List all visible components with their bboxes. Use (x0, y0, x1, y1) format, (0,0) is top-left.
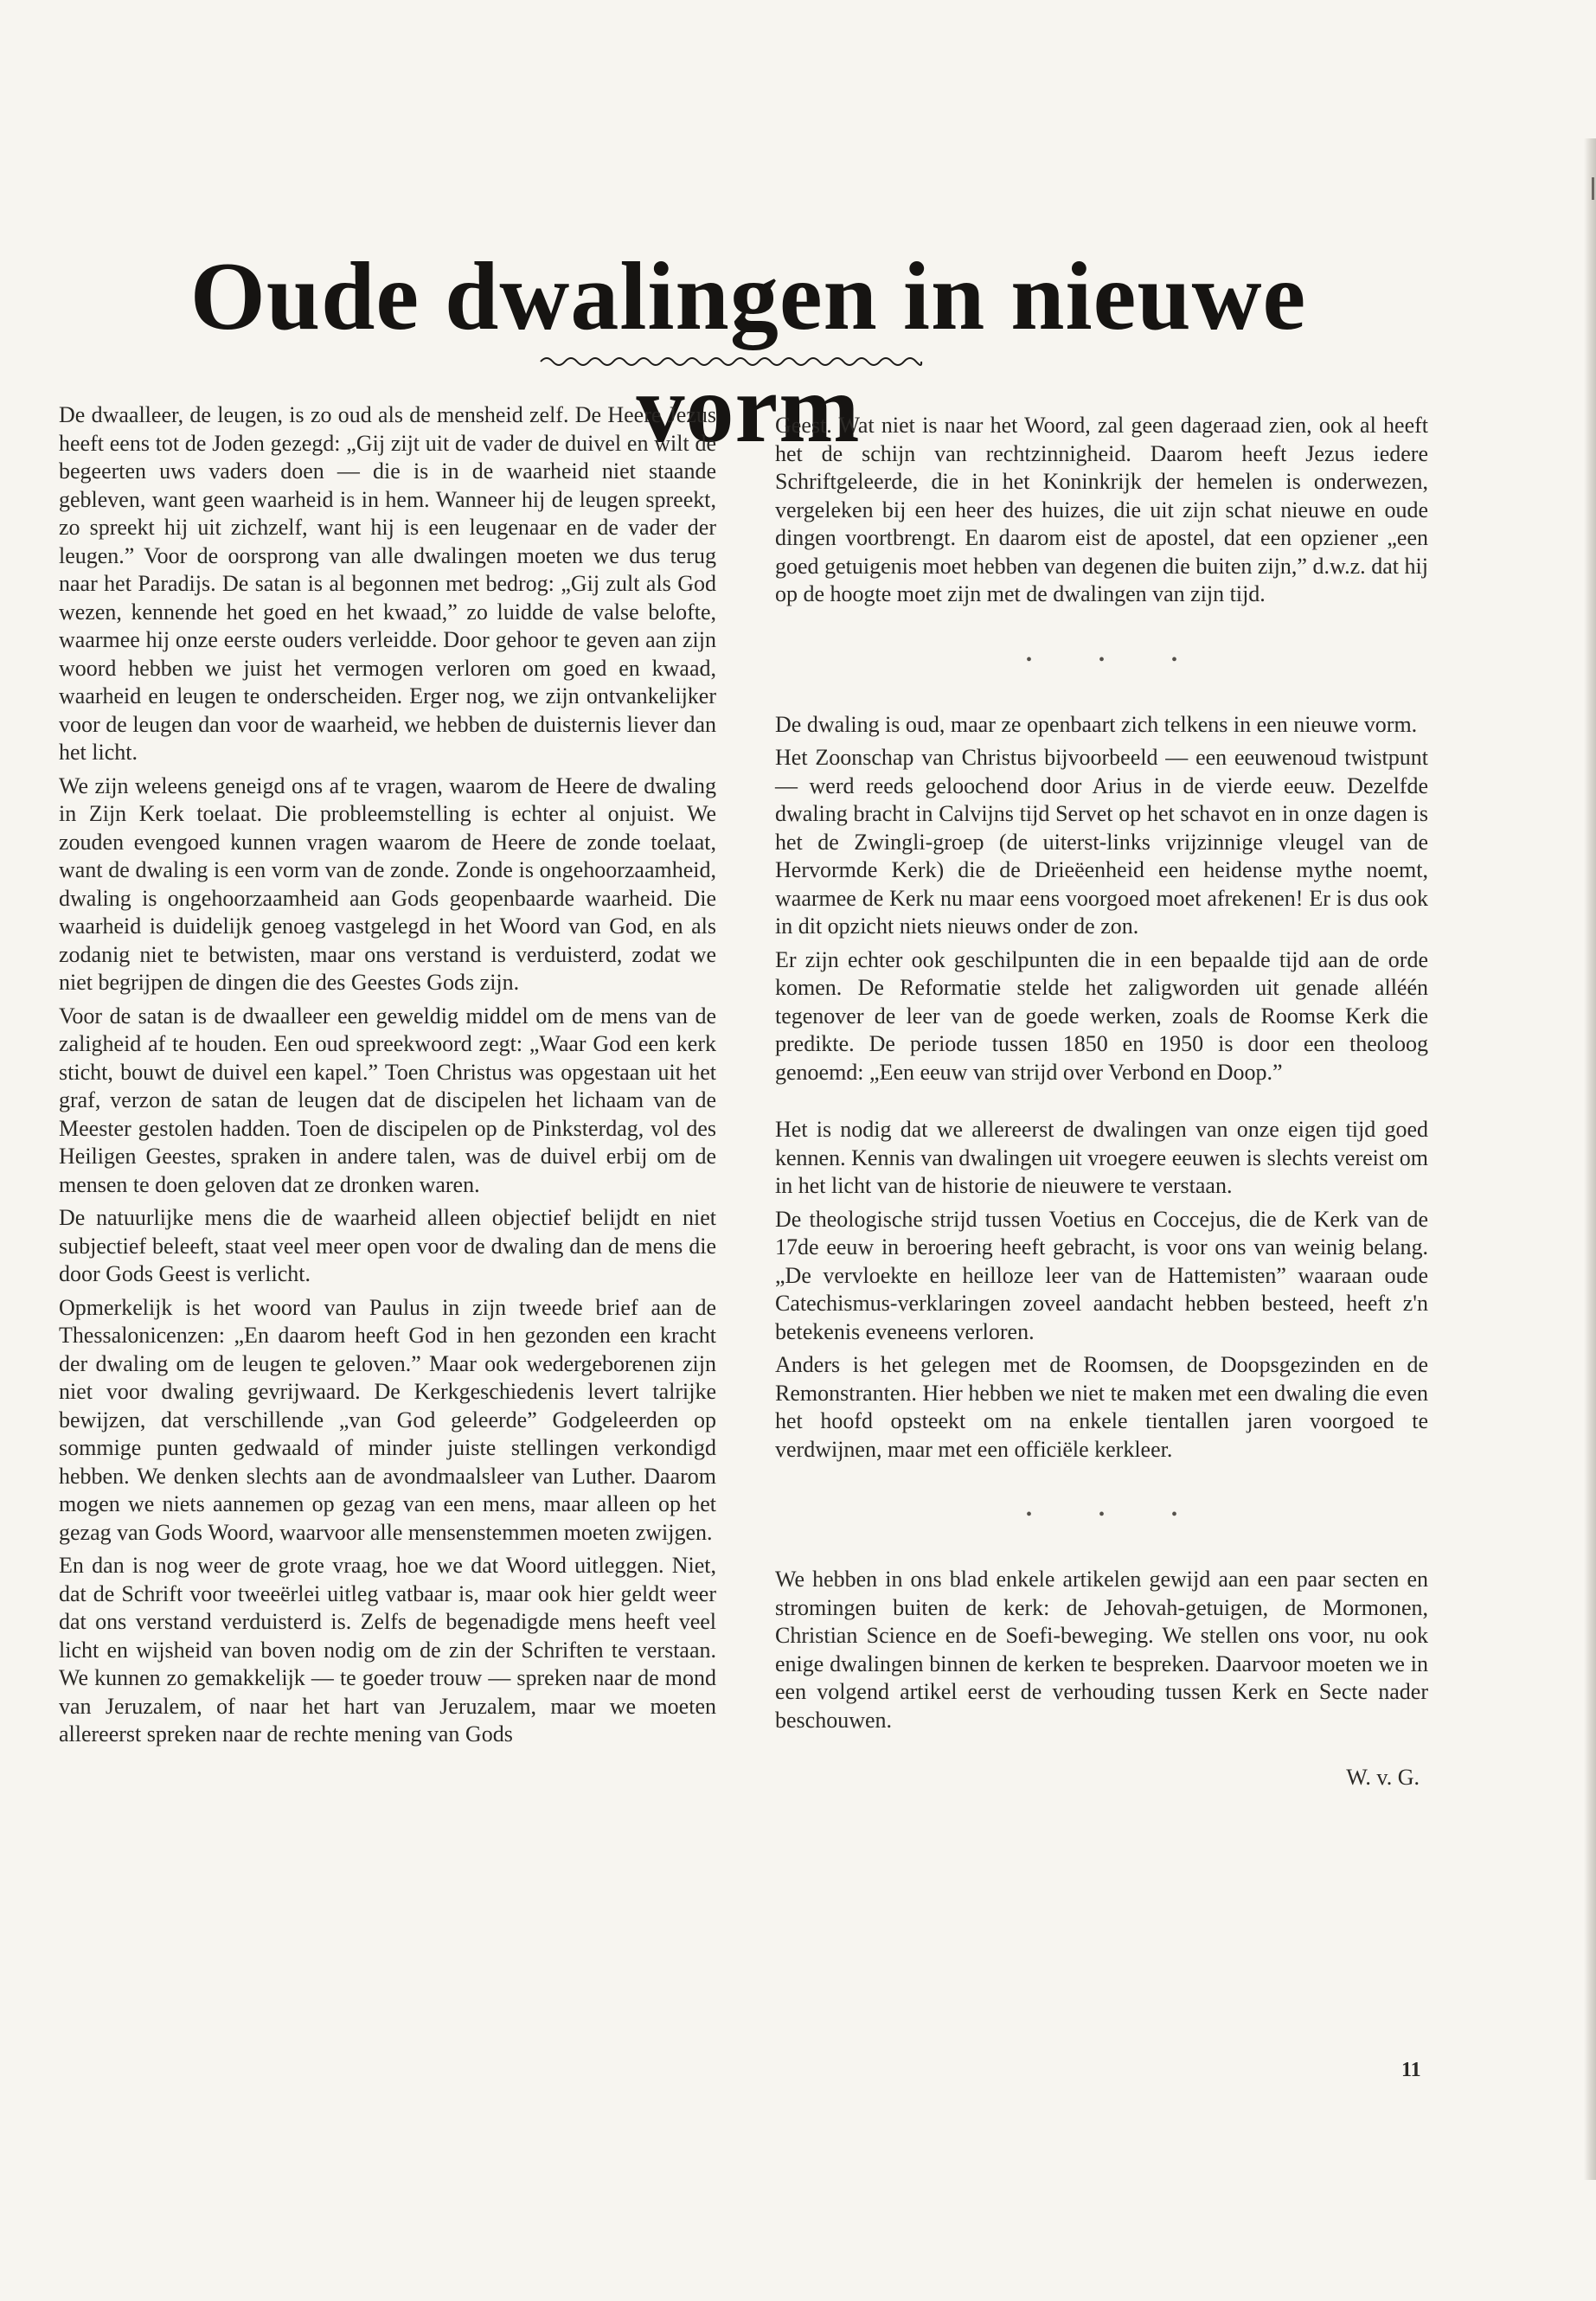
paragraph: Opmerkelijk is het woord van Paulus in zijn tweede brief aan de Thessalonicenzen: „En daarom heeft God in hen gezonden een kracht der dwaling om de leugen te geloven.” Maar ook wedergeborenen zijn niet voor dwaling gevrijwaard. De Kerkgeschiedenis levert talrijke bewijzen, dat verschillende „van God geleerde” Godgeleerden op sommige punten gedwaald of minder juiste stellingen verkondigd hebben. We denken slechts aan de avondmaalsleer van Luther. Daarom mogen we niets aannemen op gezag van een mens, maar alleen op het gezag van Gods Woord, waarvoor alle mensenstemmen moeten zwijgen. (59, 1294, 716, 1545)
title-ornament-divider (536, 346, 926, 372)
paragraph: Het Zoonschap van Christus bijvoorbeeld — een eeuwenoud twistpunt — werd reeds geloochend door Arius in de vierde eeuw. Dezelfde dwaling bracht in Calvijns tijd Servet op het schavot en in onze dagen is het de Zwingli-groep (de uiterst-links vrijzinnige vleugel van de Hervormde Kerk) die de Drieëenheid een heidense mythe noemt, waarmee de Kerk nu maar eens voorgoed moet afrekenen! Er is dus ook in dit opzicht niets nieuws onder de zon. (775, 745, 1428, 939)
right-column (775, 412, 1428, 1792)
author-signature: W. v. G. (1346, 1765, 1420, 1790)
paragraph: Het is nodig dat we allereerst de dwalingen van onze eigen tijd goed kennen. Kennis van dwalingen uit vroegere eeuwen is slechts vereist om in het licht van de historie de nieuwere te verstaan. (775, 1117, 1428, 1198)
page-number: 11 (1401, 2059, 1421, 2081)
paragraph: Voor de satan is de dwaalleer een geweldig middel om de mens van de zaligheid af te houden. Een oud spreekwoord zegt: „Waar God een kerk sticht, bouwt de duivel een kapel.” Toen Christus was opgestaan uit het graf, verzon de satan de leugen dat de discipelen het lichaam van de Meester gestolen hadden. Toen de discipelen op de Pinksterdag, vol des Heiligen Geestes, spraken in andere talen, was de duivel erbij om de mensen te doen geloven dat ze dronken waren. (59, 1003, 716, 1197)
paragraph: We hebben in ons blad enkele artikelen gewijd aan een paar secten en stromingen buiten de kerk: de Jehovah-getuigen, de Mormonen, Christian Science en de Soefi-beweging. We stellen ons voor, nu ook enige dwalingen binnen de kerken te bespreken. Daarvoor moeten we in een volgend artikel eerst de verhouding tussen Kerk en Secte nader beschouwen. (775, 1567, 1428, 1733)
paragraph: Anders is het gelegen met de Roomsen, de Doopsgezinden en de Remonstranten. Hier hebben we niet te maken met een dwaling die even het hoofd opsteekt om na enkele tientallen jaren voorgoed te verdwijnen, maar met een officiële kerkleer. (775, 1352, 1428, 1462)
section-divider-dots: • • • (1025, 1505, 1208, 1524)
paragraph: Er zijn echter ook geschilpunten die in een bepaalde tijd aan de orde komen. De Reformatie stelde het zaligworden uit genade alléén tegenover de leer van de goede werken, zoals de Roomse Kerk die predikte. De periode tussen 1850 en 1950 is door een theoloog genoemd: „Een eeuw van strijd over Verbond en Doop.” (775, 946, 1428, 1085)
edge-mark (1592, 177, 1594, 200)
left-column (59, 401, 716, 1749)
paragraph: De dwaalleer, de leugen, is zo oud als de mensheid zelf. De Heere Jezus heeft eens tot de Joden gezegd: „Gij zijt uit de vader de duivel en wilt de begeerten uws vaders doen — die is in de waarheid niet staande gebleven, want geen waarheid is in hem. Wanneer hij de leugen spreekt, zo spreekt hij uit zichzelf, want hij is een leugenaar en de vader der leugen.” Voor de oorsprong van alle dwalingen moeten we dus terug naar het Paradijs. De satan is al begonnen met bedrog: „Gij zult als God wezen, kennende het goed en het kwaad,” zo luidde de valse belofte, waarmee hij onze eerste ouders verleidde. Door gehoor te geven aan zijn woord hebben we juist het vermogen verloren om goed en kwaad, waarheid en leugen te onderscheiden. Erger nog, we zijn ontvankelijker voor de leugen dan voor de waarheid, we hebben de duisternis liever dan het licht. (59, 402, 716, 765)
paragraph: We zijn weleens geneigd ons af te vragen, waarom de Heere de dwaling in Zijn Kerk toelaat. Die probleemstelling is echter al onjuist. We zouden evengoed kunnen vragen waarom de Heere de zonde toelaat, want de dwaling is een vorm van de zonde. Zonde is ongehoorzaamheid, dwaling is ongehoorzaamheid aan Gods geopenbaarde waarheid. Die waarheid is duidelijk genoeg vastgelegd in het Woord van God, en als zodanig niet te betwisten, maar ons verstand is verduisterd, zodat we niet begrijpen de dingen die des Geestes Gods zijn. (59, 772, 716, 995)
paragraph: De dwaling is oud, maar ze openbaart zich telkens in een nieuwe vorm. (775, 711, 1418, 737)
paragraph: Geest. Wat niet is naar het Woord, zal geen dageraad zien, ook al heeft het de schijn van rechtzinnigheid. Daarom heeft Jezus iedere Schriftgeleerde, die in het Koninkrijk der hemelen is onderwezen, vergeleken bij een heer des huizes, die uit zijn schat nieuwe en oude dingen voortbrengt. En daarom eist de apostel, dat een opziener „een goed getuigenis moet hebben van degenen die buiten zijn,” d.w.z. dat hij op de hoogte moet zijn met de dwalingen van zijn tijd. (775, 413, 1428, 606)
article-title: Oude dwalingen in nieuwe vorm (189, 243, 1307, 463)
section-divider-dots: • • • (1025, 650, 1208, 670)
paragraph: De theologische strijd tussen Voetius en Coccejus, die de Kerk van de 17de eeuw in beroering heeft gebracht, is voor ons van weinig belang. „De vervloekte en heilloze leer van de Hattemisten” waaraan oude Catechismus-verklaringen zoveel aandacht hebben besteed, heeft z'n betekenis eveneens verloren. (775, 1206, 1428, 1344)
paragraph: En dan is nog weer de grote vraag, hoe we dat Woord uitleggen. Niet, dat de Schrift voor tweeërlei uitleg vatbaar is, maar ook hier geldt weer dat ons verstand verduisterd is. Zelfs de begenadigde mens heeft veel licht en wijsheid van boven nodig om de zin der Schriften te verstaan. We kunnen zo gemakkelijk — te goeder trouw — spreken naar de mond van Jeruzalem, of naar het hart van Jeruzalem, maar we moeten allereerst spreken naar de rechte mening van Gods (59, 1553, 716, 1747)
page-edge (1584, 138, 1596, 2180)
paragraph: De natuurlijke mens die de waarheid alleen objectief belijdt en niet subjectief beleeft, staat veel meer open voor de dwaling dan de mens die door Gods Geest is verlicht. (59, 1205, 716, 1286)
